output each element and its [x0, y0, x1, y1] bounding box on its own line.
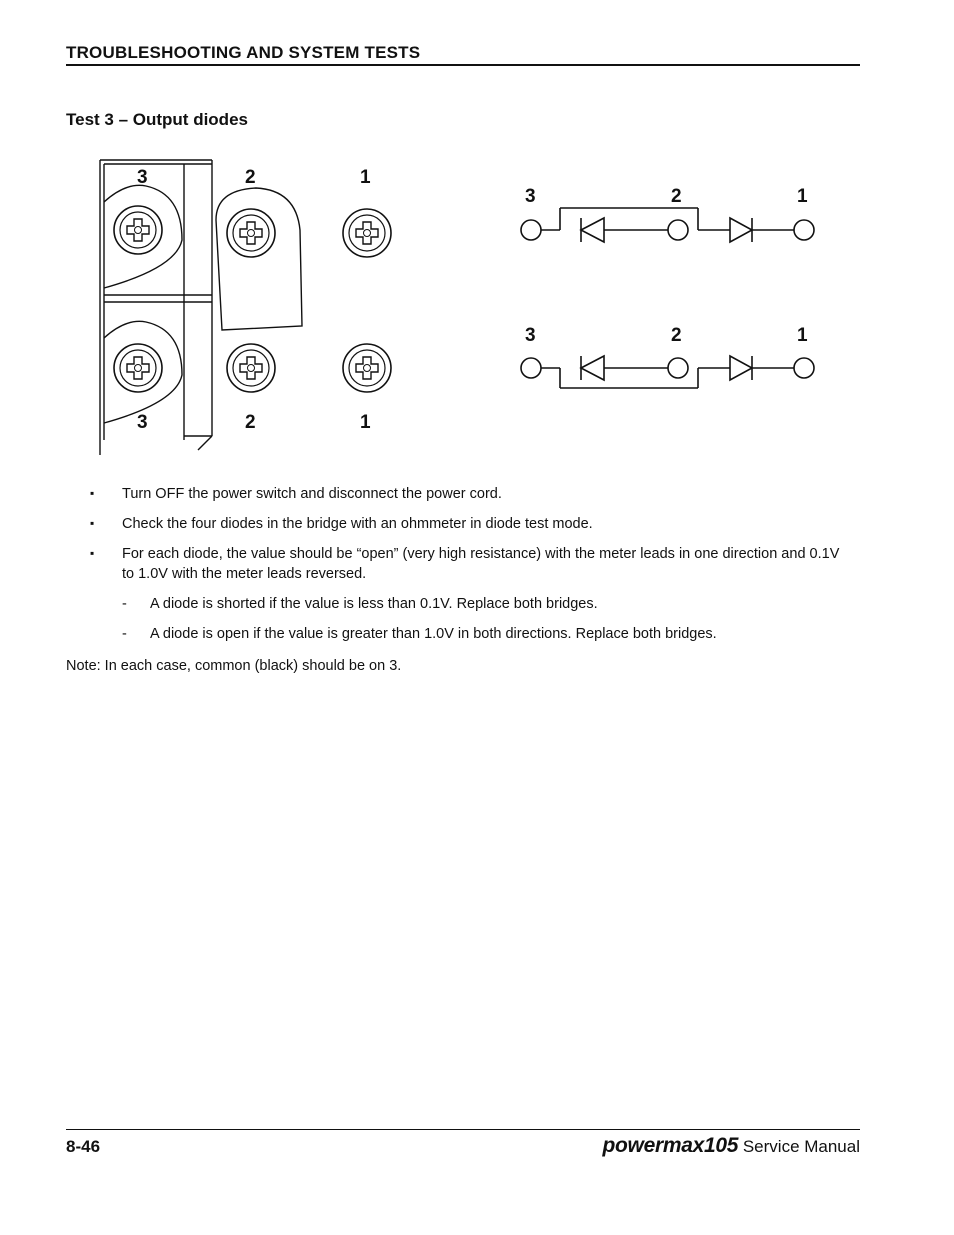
page-number: 8-46	[66, 1137, 101, 1156]
footer-rule	[66, 1129, 860, 1130]
schematic-top-label-3: 3	[525, 186, 536, 207]
schematic-bottom-label-2: 2	[671, 325, 682, 346]
list-item	[90, 484, 850, 504]
note: Note: In each case, common (black) should be on 3.	[66, 658, 402, 674]
sub-list-item-text: A diode is shorted if the value is less than 0.1V. Replace both bridges.	[150, 596, 598, 612]
bridge-housing	[100, 160, 302, 455]
sub-list-item-text: A diode is open if the value is greater than 1.0V in both directions. Replace both bridges.	[150, 626, 717, 642]
bullet-mark: ▪	[90, 516, 95, 530]
list-item-text: Turn OFF the power switch and disconnect the power cord.	[122, 486, 502, 502]
footer-brand	[602, 1134, 860, 1158]
manual-title: Service Manual	[738, 1137, 860, 1156]
list-item-text: Check the four diodes in the bridge with an ohmmeter in diode test mode.	[122, 516, 593, 532]
terminal-label-top-3: 3	[137, 167, 148, 188]
terminal-label-bottom-1: 1	[360, 412, 371, 433]
schematic-bottom	[521, 356, 814, 388]
schematic-top-label-1: 1	[797, 186, 808, 207]
terminal-label-bottom-2: 2	[245, 412, 256, 433]
schematic-bottom-label-3: 3	[525, 325, 536, 346]
schematic-bottom-label-1: 1	[797, 325, 808, 346]
header-title: TROUBLESHOOTING AND SYSTEM TESTS	[66, 43, 421, 62]
list-item-text: For each diode, the value should be “open” (very high resistance) with the meter leads in one direction and 0.1V to 1.0V with the meter leads reversed.	[122, 546, 840, 582]
schematic-top	[521, 208, 814, 242]
dash-mark: -	[122, 626, 127, 642]
terminal-label-bottom-3: 3	[137, 412, 148, 433]
terminal-screws	[114, 206, 391, 392]
list-item	[90, 514, 850, 534]
dash-mark: -	[122, 596, 127, 612]
list-item	[90, 544, 850, 584]
header-rule	[66, 64, 860, 66]
sub-list-item	[90, 624, 850, 644]
sub-list-item	[90, 594, 850, 614]
brand-name: powermax105	[602, 1134, 739, 1157]
instruction-list	[90, 484, 850, 654]
section-title: Test 3 – Output diodes	[66, 110, 248, 129]
output-diodes-figure	[66, 150, 860, 460]
terminal-label-top-1: 1	[360, 167, 371, 188]
terminal-label-top-2: 2	[245, 167, 256, 188]
bullet-mark: ▪	[90, 546, 95, 560]
bullet-mark: ▪	[90, 486, 95, 500]
schematic-top-label-2: 2	[671, 186, 682, 207]
